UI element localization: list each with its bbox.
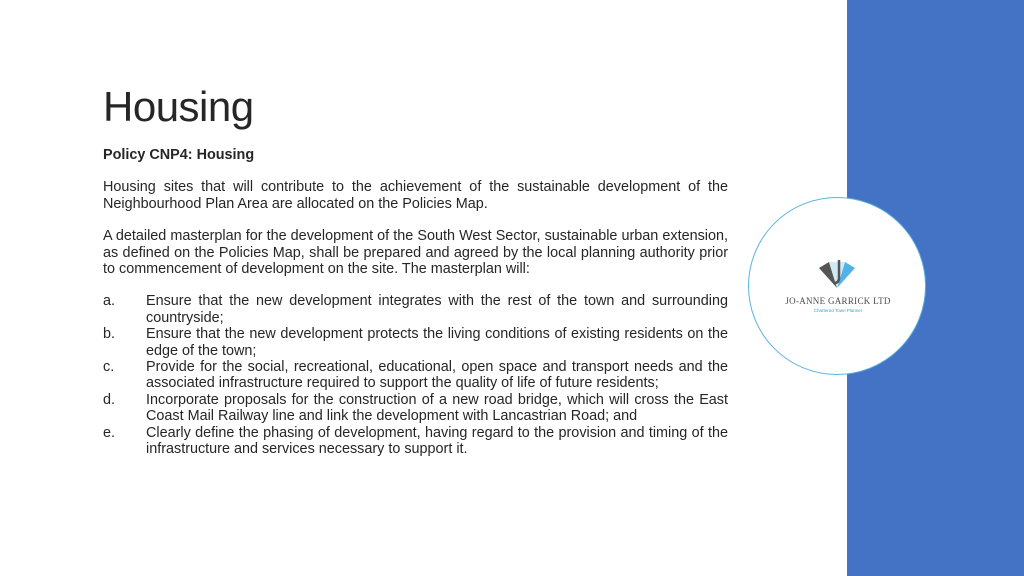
- diamond-j-icon: [815, 258, 859, 292]
- list-marker: a.: [103, 293, 116, 310]
- list-marker: b.: [103, 326, 116, 343]
- requirements-list: [103, 293, 728, 457]
- logo-tagline: Chartered Town Planner: [813, 308, 863, 313]
- list-item-text: Ensure that the new development integrates with the rest of the town and surrounding countryside;: [146, 293, 728, 326]
- policy-heading: Policy CNP4: Housing: [103, 147, 255, 163]
- company-logo: [748, 197, 926, 375]
- list-item-text: Ensure that the new development protects the living conditions of existing residents on the edge of the town;: [146, 326, 728, 359]
- list-item: [103, 392, 728, 425]
- list-marker: c.: [103, 359, 115, 376]
- logo-company-name: JO-ANNE GARRICK LTD: [785, 296, 891, 306]
- list-marker: d.: [103, 391, 116, 408]
- masterplan-paragraph: A detailed masterplan for the development of the South West Sector, sustainable urban extension, as defined on the Policies Map, shall be prepared and agreed by the local planning authority prior to commencement of development on the site. The masterplan will:: [103, 228, 728, 278]
- list-item: [103, 326, 728, 359]
- list-item-text: Incorporate proposals for the construction of a new road bridge, which will cross the East Coast Mail Railway line and link the development with Lancastrian Road; and: [146, 391, 728, 425]
- list-marker: e.: [103, 424, 116, 441]
- list-item-text: Clearly define the phasing of development, having regard to the provision and timing of the infrastructure and services necessary to support it.: [146, 424, 728, 458]
- slide-body: [103, 147, 728, 458]
- intro-paragraph: Housing sites that will contribute to the achievement of the sustainable development of the Neighbourhood Plan Area are allocated on the Policies Map.: [103, 179, 728, 212]
- list-item: [103, 359, 728, 392]
- list-item: [103, 293, 728, 326]
- list-item-text: Provide for the social, recreational, educational, open space and transport needs and the associated infrastructure required to support the quality of life of future residents;: [146, 359, 728, 392]
- slide-title: Housing: [103, 83, 254, 130]
- list-item: [103, 425, 728, 458]
